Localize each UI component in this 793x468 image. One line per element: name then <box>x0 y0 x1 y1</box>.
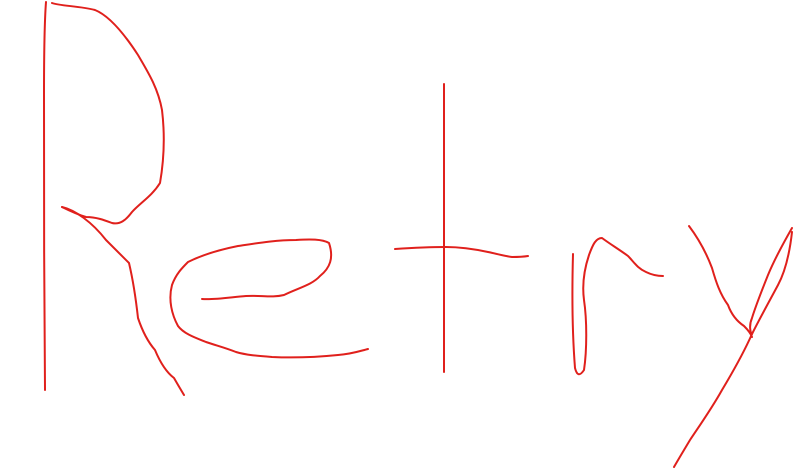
r-lower-stem-stroke <box>572 238 663 374</box>
r-stem-stroke <box>44 2 46 390</box>
letter-y <box>674 226 792 467</box>
y-left-arm-stroke <box>689 226 752 337</box>
r-bowl-stroke <box>52 3 164 223</box>
y-tail-stroke <box>674 334 752 467</box>
letter-r-lower <box>572 238 663 374</box>
t-crossbar-stroke <box>395 247 528 257</box>
y-right-arm-stroke <box>750 228 792 334</box>
letter-r-upper <box>44 2 184 395</box>
letter-e <box>170 239 368 357</box>
letter-t <box>395 84 528 372</box>
r-leg-stroke <box>62 207 184 395</box>
e-crossbar-stroke <box>170 239 368 357</box>
